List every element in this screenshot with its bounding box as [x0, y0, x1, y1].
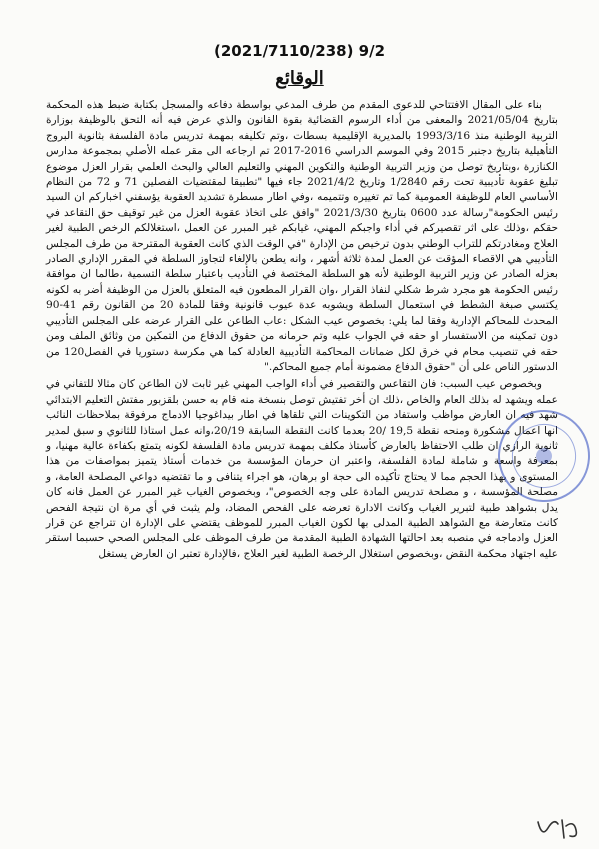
document-body	[46, 98, 558, 562]
paragraph-cause-defect: وبخصوص عيب السبب: فان التقاعس والتقصير في أداء الواجب المهني غير ثابت لان الطاعن كان مثالا للتفاني في عمله ويشهد له بذلك العام والخاص ،ذلك ان أخر تفتيش توصل بنسخة منه قام به حسن بلقزبور مفتش التعليم الابتدائي شهد فيه ان العارض مواظب واستفاد من التكوينات التي تلقاها في اطار بيداغوجيا الادماج مرفوقة بملاحظات النائب انها اعمال مشكورة ومنحه نقطة 19,5 /20 بعدما كانت النقطة السابقة 20/19،وانه عمل استاذا للثانوي و سبق لمدير ثانوية الرازي ان طلب الاحتفاظ بالعارض كأستاذ مكلف بمهمة تدريس مادة الفلسفة لكونه يتمتع بكفاءة عالية مهنيا، و بمعرفة واسعة و شاملة لمادة الفلسفة، واعتبر ان حرمان المؤسسة من خدمات أستاذ يتميز بمواصفات من هذا المستوى و بهذا الحجم مما لا يحتاج تأكيده الى حجة او برهان، هو اجراء يتنافى و ما تقتضيه دواعي المصلحة العامة، و مصلحة المؤسسة ، و مصلحة تدريس المادة على وجه الخصوص"، وبخصوص الغياب غير المبرر عن العمل فانه كان يدل بشواهد طبية لتبرير الغياب وكانت الادارة تعرضه على الفحص المضاد، ولم يثبت في أي مرة ان نتيجة الفحص كانت متعارضة مع الشواهد الطبية المدلى بها لكون الغياب المبرر للموظف يقتضي على الإدارة ان تتراجع عن قرار العزل وادماجه في منصبه بعد احالتها الشهادة الطبية المقدمة من طرف الموظف على المجلس الصحي حسبما استقر عليه اجتهاد محكمة النقض ،وبخصوص استغلال الرخصة الطبية لغير العلاج ،فالإدارة تعتبر ان العارض يستغل	[46, 378, 558, 560]
handwritten-initials-icon	[534, 816, 582, 842]
section-title: الوقائع	[275, 68, 324, 89]
case-reference: (2021/7110/238) 9/2	[213, 42, 386, 60]
paragraph-facts: بناء على المقال الافتتاحي للدعوى المقدم من طرف المدعي بواسطة دفاعه والمسجل بكتابة ضبط هذه المحكمة بتاريخ 2021/05/04 والمعفى من أداء الرسوم القضائية بقوة القانون والذي عرض فيه أنه التحق بالوظيفة بوزارة التربية الوطنية منذ 1993/3/16 بالمديرية الإقليمية بسطات ،وتم تكليفه بمهمة تدريس مادة الفلسفة بثانوية البروج التأهيلية بتاريخ دجنبر 2015 وفي الموسم الدراسي 2016-2017 تم ارجاعه الى مقر عمله الأصلي بمجموعة مدارس الكنازرة ،وبتاريخ توصل من وزير التربية الوطنية والتكوين المهني والتعليم العالي والبحث العلمي بقرار العزل موضوع تبليغ عقوبة تأديبية تحت رقم 1/2840 وتاريخ 2021/4/2 جاء فيها "تطبيقا لمقتضيات الفصلين 71 و 72 من النظام الأساسي العام للوظيفة العمومية كما تم تغييره وتتميمه ،وفي اطار مسطرة تشديد العقوبة يؤسفني اخباركم ان السيد رئيس الحكومة"رسالة عدد 0600 بتاريخ 2021/3/30 "وافق على اتخاذ عقوبة العزل من غير توقيف حق التقاعد في حقكم ،وذلك على اثر تقصيركم في أداء واجبكم المهني، غيابكم غير المبرر عن العمل ،استغلالكم الرخص الطبية لغير العلاج ومغادرتكم للتراب الوطني بدون ترخيص من الإدارة "في الوقت الذي كانت العقوبة المقترحة من طرف المجلس التأديبي هي الاقصاء المؤقت عن العمل لمدة ثلاثة أشهر ، وانه يطعن بالإلغاء لتجاوز السلطة في المقرر الإداري الصادر بعزله الصادر عن وزير التربية الوطنية لأنه هو السلطة المختصة في التأديب باعتبار سلطة التسمية ،طالما ان موافقة رئيس الحكومة هو مجرد شرط شكلي لنفاذ القرار ،وان القرار المطعون فيه المتعلق بالعزل من الوظيفة أضر به لكونه يكتسي صبغة الشطط في استعمال السلطة ويشوبه عدة عيوب قانونية وفقا للمادة 20 من القانون رقم 41-90 المحدث للمحاكم الإدارية وفقا لما يلي: بخصوص عيب الشكل :عاب الطاعن على القرار عرضه على المجلس التأديبي دون تمكينه من الاستفسار او حقه في الجواب عليه وتم حرمانه من حقوق الدفاع من التمكين من وثائق الملف ومن حقه في تنصيب محام في خرق لكل ضمانات المحاكمة التأديبية العادلة كما هي مكرسة دستوريا في الفصل120 من الدستور الناص على أن "حقوق الدفاع مضمونة أمام جميع المحاكم."	[46, 99, 559, 373]
